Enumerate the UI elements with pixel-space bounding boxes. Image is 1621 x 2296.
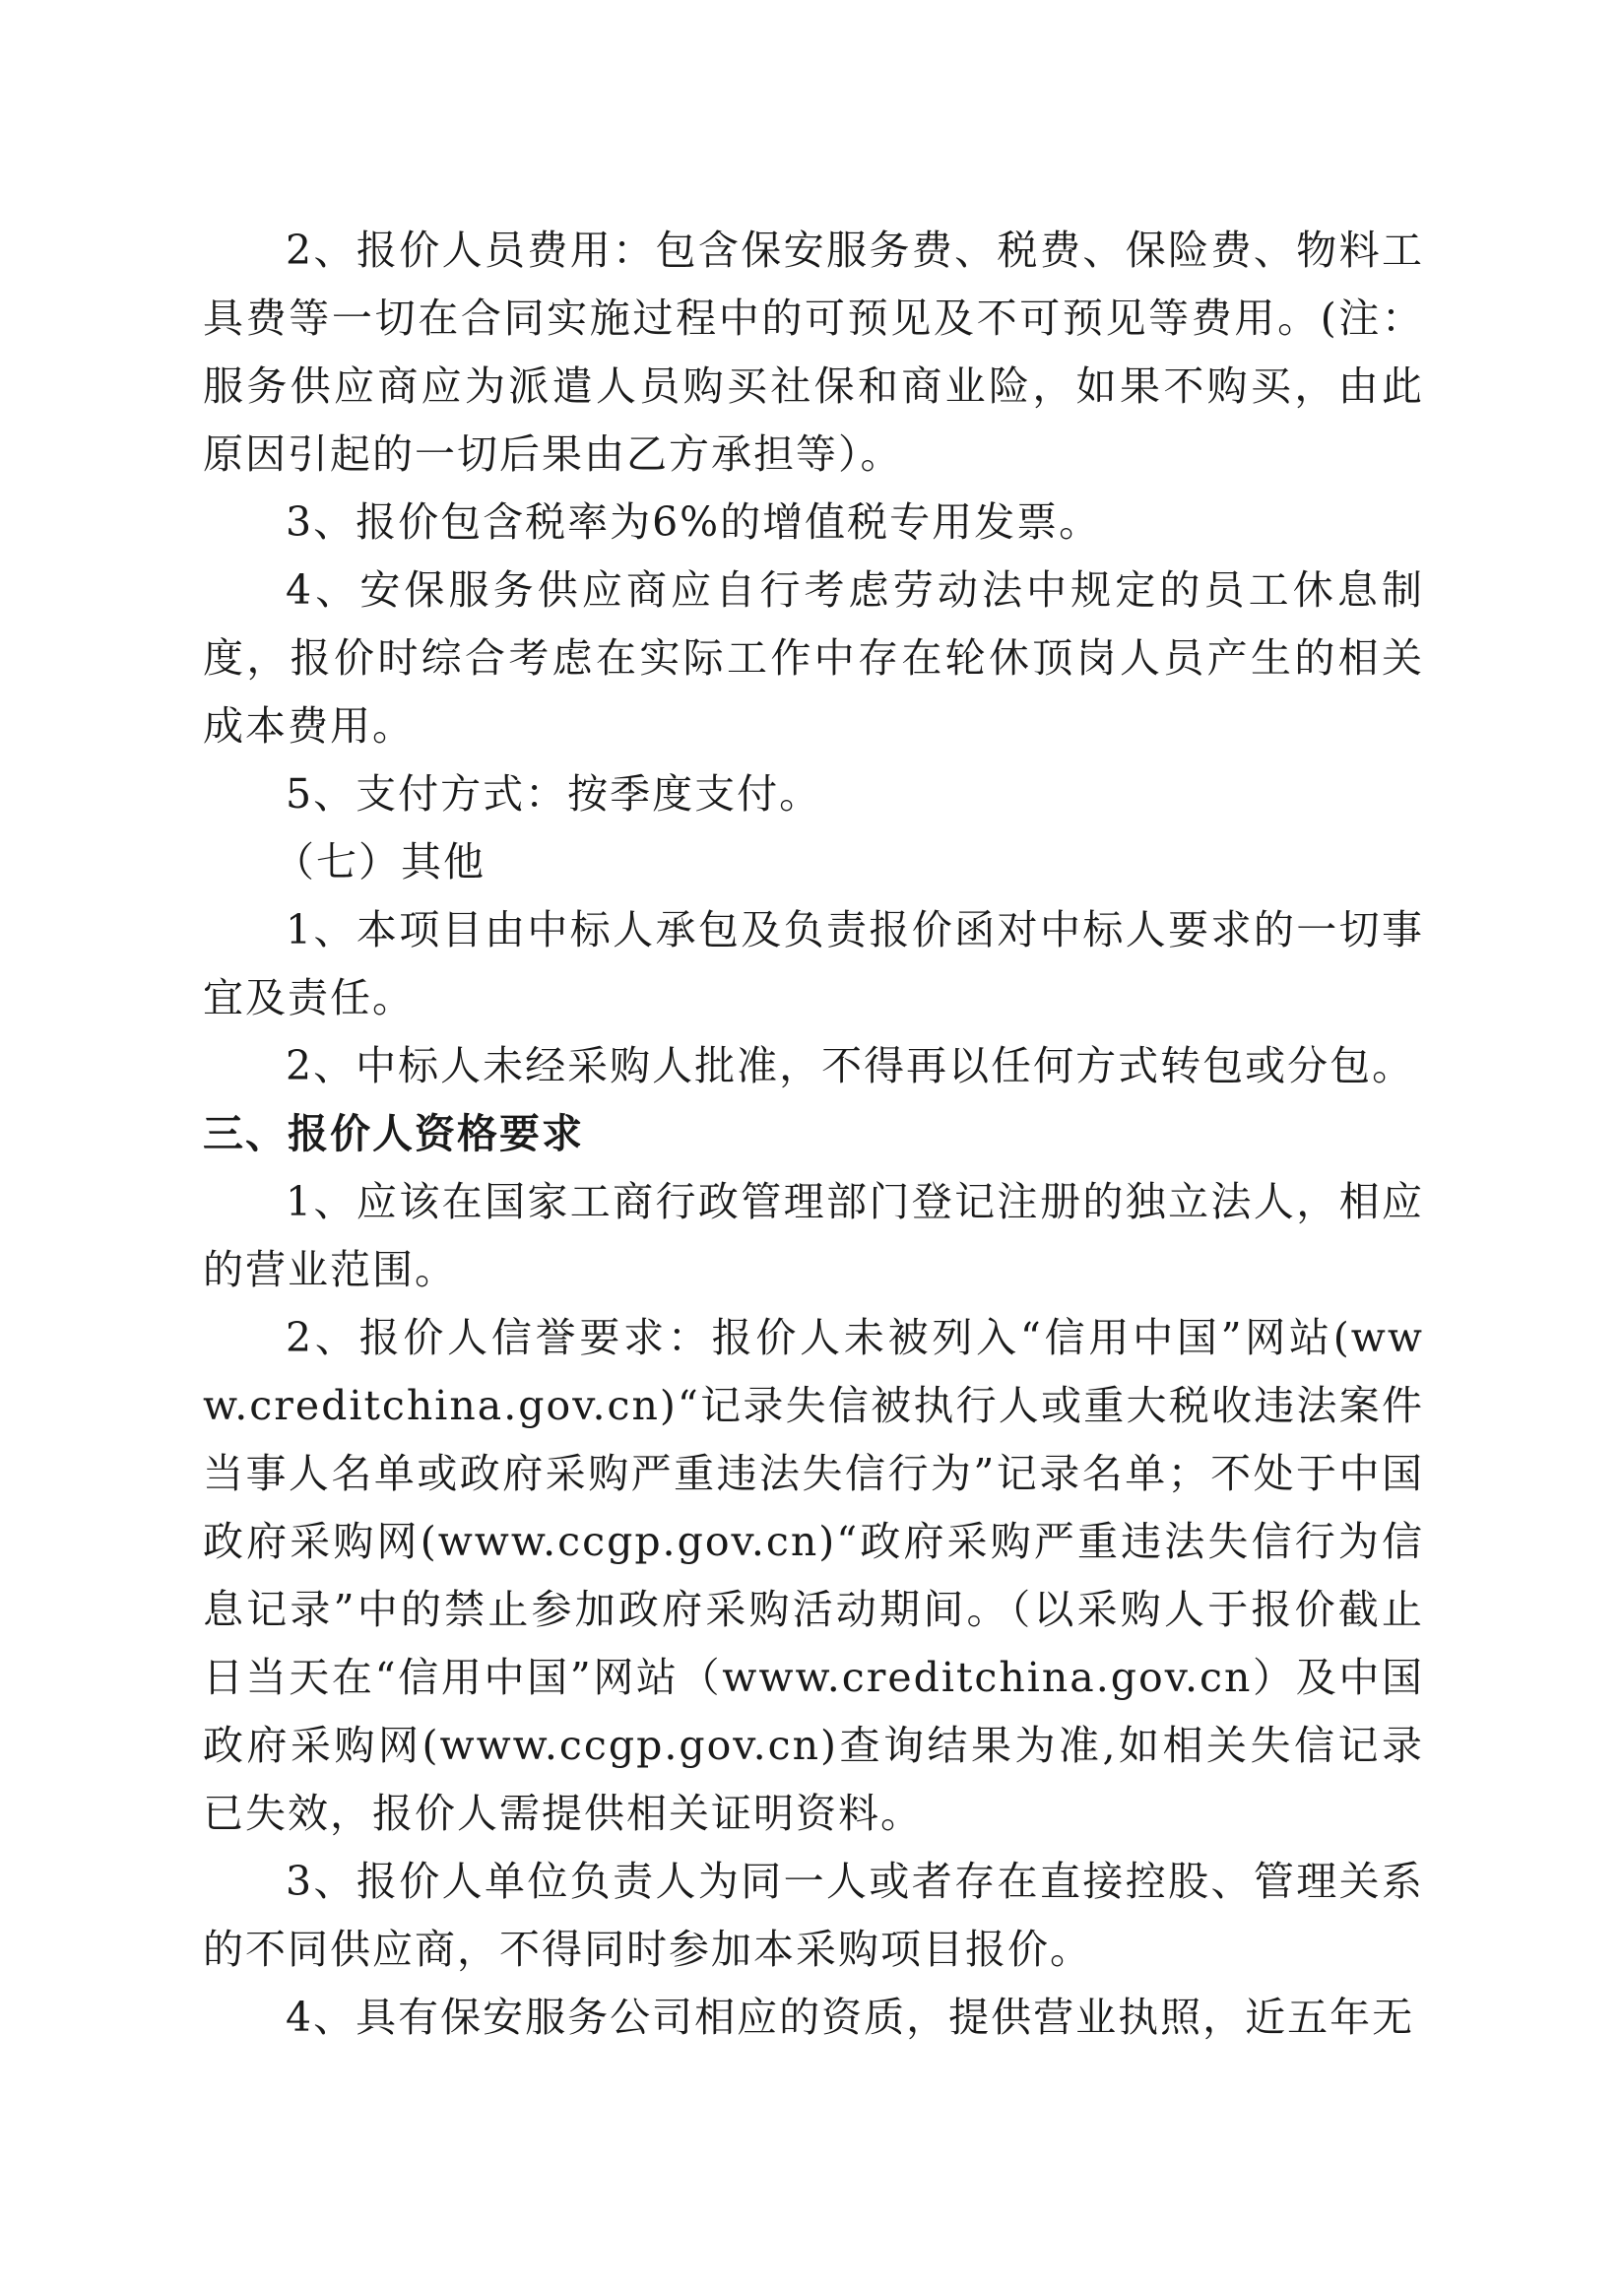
paragraph-same-person: 3、报价人单位负责人为同一人或者存在直接控股、管理关系的不同供应商，不得同时参加本采购项目报价。 — [203, 1858, 1424, 1973]
subsection-other: （七）其他 — [274, 838, 486, 886]
paragraph-payment-method: 5、支付方式：按季度支付。 — [286, 770, 822, 818]
document-body — [203, 217, 1424, 2052]
paragraph-security-qualification: 4、具有保安服务公司相应的资质，提供营业执照，近五年无 — [286, 1994, 1415, 2041]
paragraph-rest-system: 4、安保服务供应商应自行考虑劳动法中规定的员工休息制度，报价时综合考虑在实际工作中存在轮休顶岗人员产生的相关成本费用。 — [203, 566, 1424, 750]
paragraph-credit-requirement: 2、报价人信誉要求：报价人未被列入“信用中国”网站(www.creditchina.gov.cn)“记录失信被执行人或重大税收违法案件当事人名单或政府采购严重违法失信行为”记录名单；不处于中国政府采购网(www.ccgp.gov.cn)“政府采购严重违法失信行为信息记录”中的禁止参加政府采购活动期间。（以采购人于报价截止日当天在“信用中国”网站（www.creditchina.gov.cn）及中国政府采购网(www.ccgp.gov.cn)查询结果为准,如相关失信记录已失效，报价人需提供相关证明资料。 — [203, 1314, 1424, 1837]
paragraph-no-subcontracting: 2、中标人未经采购人批准，不得再以任何方式转包或分包。 — [286, 1042, 1415, 1089]
paragraph-contractor-responsibility: 1、本项目由中标人承包及负责报价函对中标人要求的一切事宜及责任。 — [203, 906, 1424, 1021]
section-heading-qualifications: 三、报价人资格要求 — [203, 1110, 584, 1157]
paragraph-personnel-cost: 2、报价人员费用：包含保安服务费、税费、保险费、物料工具费等一切在合同实施过程中的可预见及不可预见等费用。(注：服务供应商应为派遣人员购买社保和商业险，如果不购买，由此原因引起的一切后果由乙方承担等）。 — [203, 227, 1424, 478]
paragraph-legal-entity: 1、应该在国家工商行政管理部门登记注册的独立法人，相应的营业范围。 — [203, 1178, 1424, 1293]
paragraph-tax-invoice: 3、报价包含税率为6%的增值税专用发票。 — [286, 498, 1102, 546]
